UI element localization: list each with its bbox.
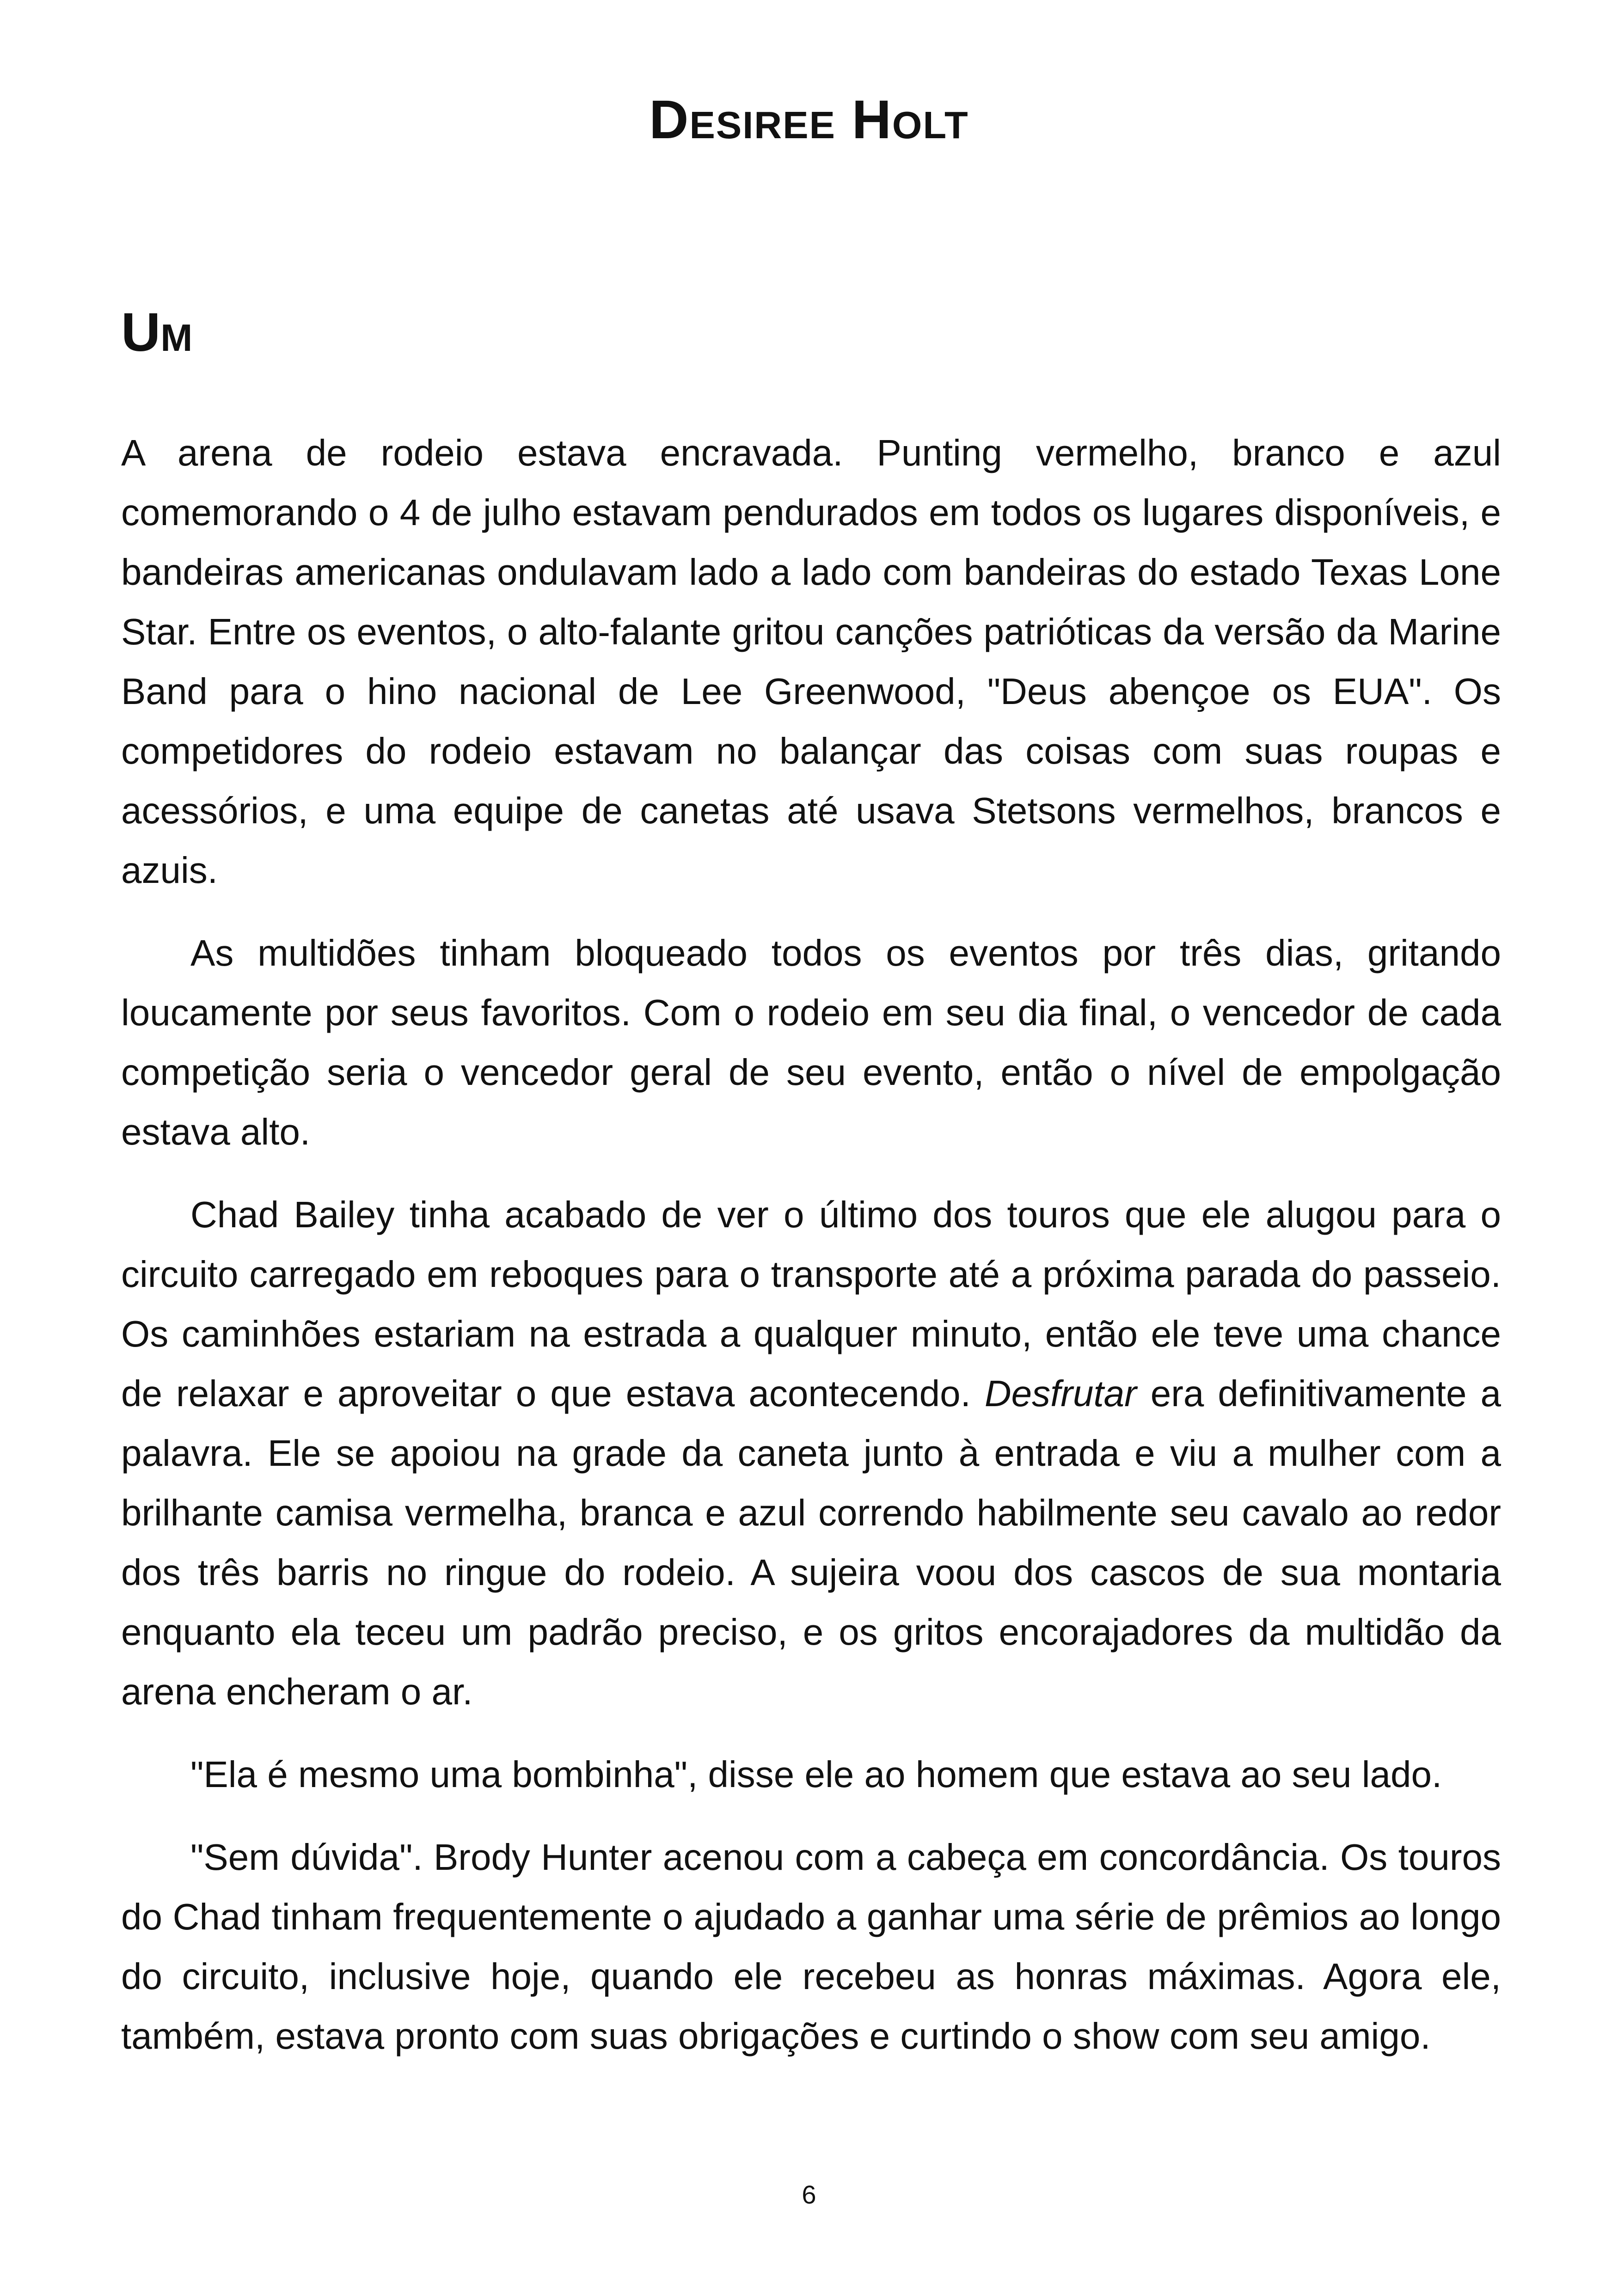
paragraph-1 (121, 423, 1501, 900)
paragraph-2-text: As multidões tinham bloqueado todos os eventos por três dias, gritando loucamente por seus favoritos. Com o rodeio em seu dia final, o vencedor de cada competição seria o vencedor geral de seu evento, então o nível de empolgação estava alto. (121, 932, 1501, 1152)
paragraph-3-text-after: era definitivamente a palavra. Ele se apoiou na grade da caneta junto à entrada e viu a mulher com a brilhante camisa vermelha, branca e azul correndo habilmente seu cavalo ao redor dos três barris no ringue do rodeio. A sujeira voou dos cascos de sua montaria enquanto ela teceu um padrão preciso, e os gritos encorajadores da multidão da arena encheram o ar. (121, 1373, 1501, 1712)
paragraph-3-emphasis: Desfrutar (984, 1373, 1137, 1414)
running-header-author: Desiree Holt (649, 89, 969, 150)
paragraph-3-text-before: Chad Bailey tinha acabado de ver o último dos touros que ele alugou para o circuito carregado em reboques para o transporte até a próxima parada do passeio. Os caminhões estariam na estrada a qualquer minuto, então ele teve uma chance de relaxar e aproveitar o que estava acontecendo. (121, 1194, 1501, 1414)
paragraph-3 (121, 1185, 1501, 1721)
chapter-title: Um (121, 302, 193, 363)
paragraph-5-text: "Sem dúvida". Brody Hunter acenou com a cabeça em concordância. Os touros do Chad tinham frequentemente o ajudado a ganhar uma série de prêmios ao longo do circuito, inclusive hoje, quando ele recebeu as honras máximas. Agora ele, também, estava pronto com suas obrigações e curtindo o show com seu amigo. (121, 1837, 1501, 2057)
page-number: 6 (802, 2180, 816, 2209)
paragraph-5 (121, 1827, 1501, 2066)
paragraph-2 (121, 923, 1501, 1162)
paragraph-4-text: "Ela é mesmo uma bombinha", disse ele ao homem que estava ao seu lado. (190, 1754, 1442, 1795)
chapter-body (121, 423, 1501, 2089)
paragraph-1-text: A arena de rodeio estava encravada. Punting vermelho, branco e azul comemorando o 4 de julho estavam pendurados em todos os lugares disponíveis, e bandeiras americanas ondulavam lado a lado com bandeiras do estado Texas Lone Star. Entre os eventos, o alto-falante gritou canções patrióticas da versão da Marine Band para o hino nacional de Lee Greenwood, "Deus abençoe os EUA". Os competidores do rodeio estavam no balançar das coisas com suas roupas e acessórios, e uma equipe de canetas até usava Stetsons vermelhos, brancos e azuis. (121, 432, 1501, 891)
paragraph-4 (121, 1745, 1501, 1804)
